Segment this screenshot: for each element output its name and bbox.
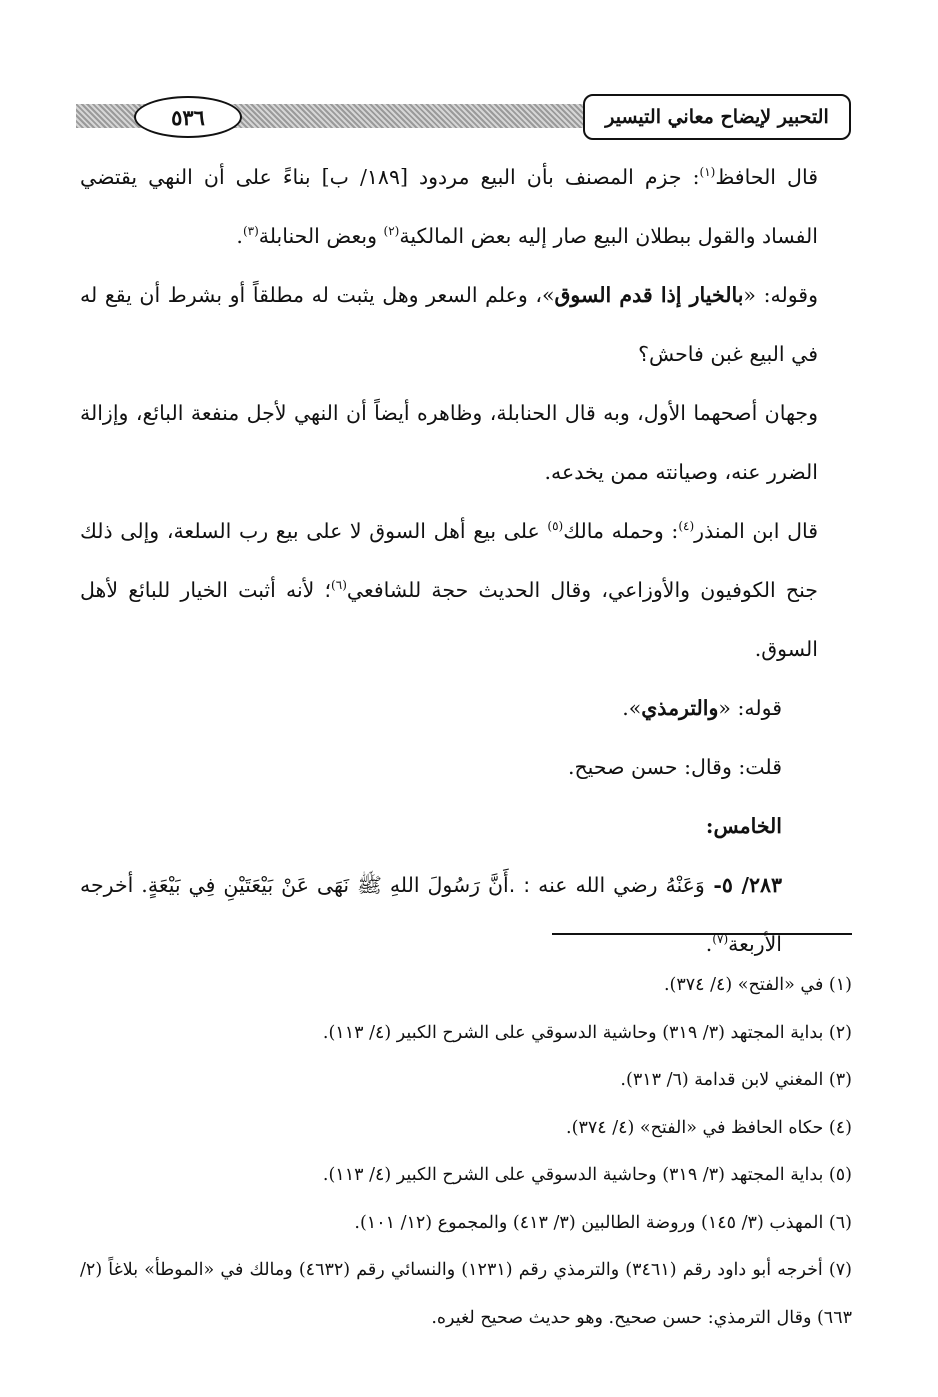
section-heading: الخامس: (705, 814, 782, 838)
footnote-ref-2[interactable]: (٢) (383, 224, 400, 239)
text-run: . أخرجه الأربعة (80, 873, 782, 956)
paragraph-5 (80, 679, 852, 738)
text-run: . (705, 932, 713, 956)
footnote-1: (١) في «الفتح» (٤/ ٣٧٤). (663, 975, 852, 995)
text-run: قال الحافظ (715, 165, 818, 189)
page-number: ٥٣٦ (134, 96, 242, 138)
footnote-6: (٦) المهذب (٣/ ١٤٥) وروضة الطالبين (٣/ ٤١٣) والمجموع (١٢/ ١٠١). (354, 1212, 852, 1233)
footnote-3: (٣) المغني لابن قدامة (٦/ ٣١٣). (620, 1070, 852, 1090)
footnote-5: (٥) بداية المجتهد (٣/ ٣١٩) وحاشية الدسوقي على الشرح الكبير (٤/ ١١٣). (322, 1165, 852, 1185)
quoted-phrase: والترمذي (641, 696, 719, 720)
quoted-phrase: بالخيار إذا قدم السوق (554, 283, 744, 307)
text-run: : جزم المصنف بأن البيع مردود [١٨٩/ ب] بناءً على أن النهي يقتضي الفساد والقول ببطلان البيع صار إليه بعض المالكية (80, 165, 818, 248)
text-run: وبعض الحنابلة (258, 224, 384, 248)
text-run: ». (622, 696, 642, 720)
text-run: على بيع أهل السوق لا على بيع رب السلعة، وإلى ذلك جنح الكوفيون والأوزاعي، وقال الحديث حجة للشافعي (80, 519, 818, 602)
footnote-ref-6[interactable]: (٦) (331, 578, 347, 593)
text-run: ؛ لأنه أثبت الخيار للبائع لأهل السوق. (80, 578, 818, 661)
hadith-number: ٢٨٣/ ٥- (704, 873, 783, 897)
text-run: . (236, 224, 243, 248)
footnote-ref-4[interactable]: (٤) (678, 519, 695, 534)
footnote-2: (٢) بداية المجتهد (٣/ ٣١٩) وحاشية الدسوقي على الشرح الكبير (٤/ ١١٣). (322, 1022, 852, 1043)
main-text (80, 148, 852, 974)
text-run: : وحمله مالك (563, 519, 679, 543)
footnote-4: (٤) حكاه الحافظ في «الفتح» (٤/ ٣٧٤). (566, 1117, 852, 1138)
text-run: وقوله: « (743, 283, 818, 307)
footnote-divider (552, 933, 852, 935)
hadith-text: وَعَنْهُ رضي الله عنه : .أَنَّ رَسُولَ اللهِ ﷺ نَهَى عَنْ بَيْعَتَيْنِ فِي بَيْعَةٍ (147, 873, 705, 897)
text-run: قال ابن المنذر (694, 519, 819, 543)
paragraph-4 (80, 502, 852, 679)
paragraph-2 (80, 266, 852, 384)
page-header (76, 92, 851, 142)
footnote-ref-5[interactable]: (٥) (547, 519, 564, 534)
footnote-ref-3[interactable]: (٣) (242, 224, 259, 239)
footnotes (80, 962, 852, 1342)
footnote-7: (٧) أخرجه أبو داود رقم (٣٤٦١) والترمذي رقم (١٢٣١) والنسائي رقم (٤٦٣٢) ومالك في «الموطأ» بلاغاً (٢/ ٦٦٣) وقال الترمذي: حسن صحيح. وهو حديث صحيح لغيره. (80, 1260, 852, 1328)
hadith-paragraph (80, 856, 852, 974)
footnote-ref-1[interactable]: (١) (699, 165, 716, 180)
paragraph-3: وجهان أصحهما الأول، وبه قال الحنابلة، وظاهره أيضاً أن النهي لأجل منفعة البائع، وإزالة الضرر عنه، وصيانته ممن يخدعه. (80, 401, 818, 484)
text-run: »، وعلم السعر وهل يثبت له مطلقاً أو بشرط أن يقع له في البيع غبن فاحش؟ (80, 283, 818, 366)
footnote-ref-7[interactable]: (٧) (712, 932, 729, 947)
text-run: قوله: « (718, 696, 782, 720)
book-title: التحبير لإيضاح معاني التيسير (583, 94, 851, 140)
paragraph-1 (80, 148, 852, 266)
paragraph-6: قلت: وقال: حسن صحيح. (567, 755, 782, 779)
